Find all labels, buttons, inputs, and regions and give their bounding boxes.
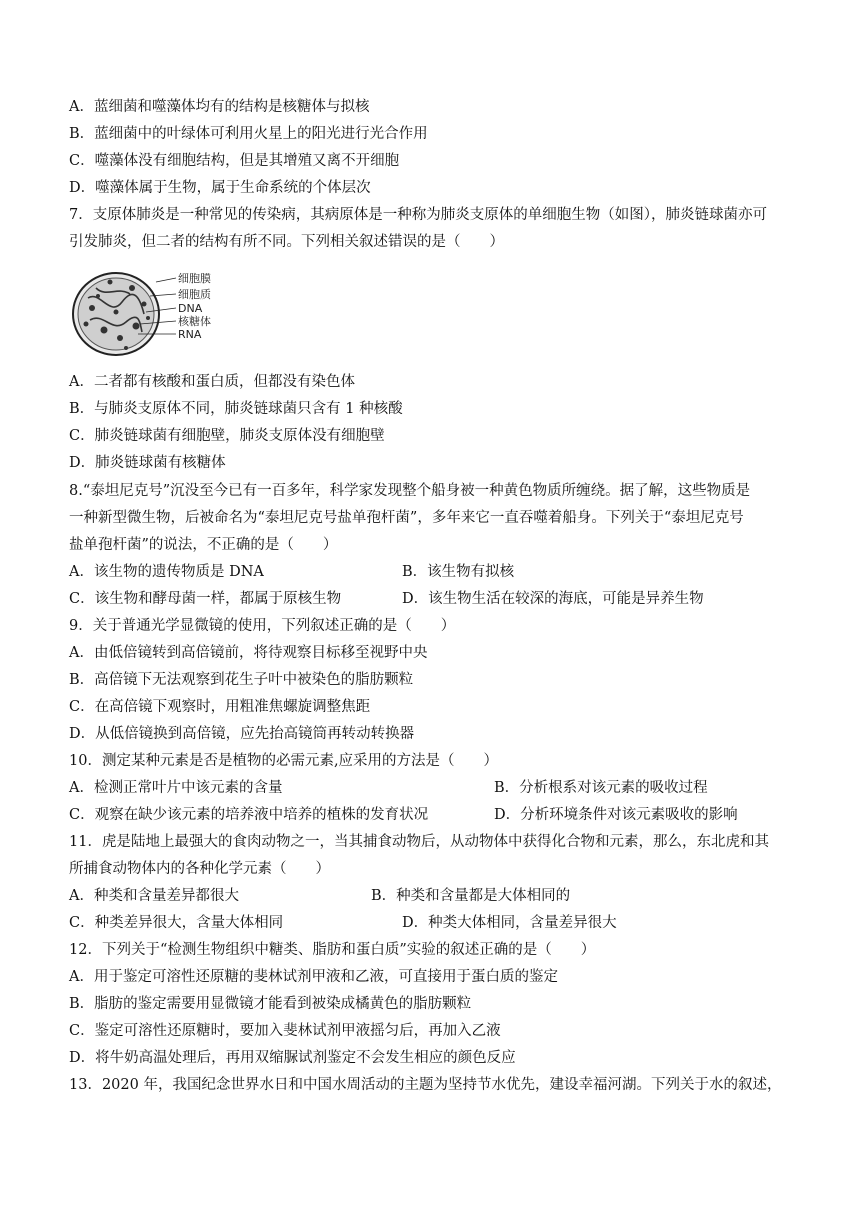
q11-stem-line1: 11．虎是陆地上最强大的食肉动物之一，当其捕食动物后，从动物体中获得化合物和元素，那么，东北虎和其 [69,834,769,850]
q12-option-c: C．鉴定可溶性还原糖时，要加入斐林试剂甲液摇匀后，再加入乙液 [69,1023,501,1039]
q6-option-c: C．噬藻体没有细胞结构，但是其增殖又离不开细胞 [69,153,400,169]
q7-stem-line1: 7．支原体肺炎是一种常见的传染病，其病原体是一种称为肺炎支原体的单细胞生物（如图），肺炎链球菌亦可 [69,207,767,223]
q12-option-a: A．用于鉴定可溶性还原糖的斐林试剂甲液和乙液，可直接用于蛋白质的鉴定 [69,969,558,985]
q8-option-c: C．该生物和酵母菌一样，都属于原核生物 [69,591,342,607]
q7-option-d: D．肺炎链球菌有核糖体 [69,455,226,471]
q12-stem: 12．下列关于“检测生物组织中糖类、脂肪和蛋白质”实验的叙述正确的是（ ） [69,942,596,958]
q13-stem-line1: 13．2020 年，我国纪念世界水日和中国水周活动的主题为坚持节水优先，建设幸福河湖。下列关于水的叙述， [69,1077,782,1093]
q8-option-b: B．该生物有拟核 [402,564,515,580]
q10-option-a: A．检测正常叶片中该元素的含量 [69,780,283,796]
q12-option-d: D．将牛奶高温处理后，再用双缩脲试剂鉴定不会发生相应的颜色反应 [69,1050,516,1066]
label-dna: DNA [178,302,203,315]
q8-option-a: A．该生物的遗传物质是 DNA [69,564,264,580]
q10-option-d: D．分析环境条件对该元素吸收的影响 [494,807,738,823]
q10-stem: 10．测定某种元素是否是植物的必需元素,应采用的方法是（ ） [69,753,499,769]
label-rna: RNA [178,328,202,341]
q11-option-a: A．种类和含量差异都很大 [69,888,239,904]
q9-option-c: C．在高倍镜下观察时，用粗准焦螺旋调整焦距 [69,699,371,715]
q11-option-c: C．种类差异很大，含量大体相同 [69,915,284,931]
q7-option-a: A．二者都有核酸和蛋白质，但都没有染色体 [69,374,355,390]
label-ribosome: 核糖体 [178,315,211,328]
q9-option-a: A．由低倍镜转到高倍镜前，将待观察目标移至视野中央 [69,645,428,661]
q6-option-b: B．蓝细菌中的叶绿体可利用火星上的阳光进行光合作用 [69,126,428,142]
q8-stem-line2: 一种新型微生物，后被命名为“泰坦尼克号盐单孢杆菌”，多年来它一直吞噬着船身。下列关于“泰坦尼克号 [69,510,744,526]
q7-option-c: C．肺炎链球菌有细胞壁，肺炎支原体没有细胞壁 [69,428,385,444]
q11-stem-line2: 所捕食动物体内的各种化学元素（ ） [69,861,330,877]
q10-option-c: C．观察在缺少该元素的培养液中培养的植株的发育状况 [69,807,429,823]
q8-stem-line3: 盐单孢杆菌”的说法，不正确的是（ ） [69,537,338,553]
q11-option-b: B．种类和含量都是大体相同的 [371,888,571,904]
q9-stem: 9．关于普通光学显微镜的使用，下列叙述正确的是（ ） [69,618,456,634]
q9-option-d: D．从低倍镜换到高倍镜，应先抬高镜筒再转动转换器 [69,726,415,742]
q10-option-b: B．分析根系对该元素的吸收过程 [494,780,708,796]
label-cytoplasm: 细胞质 [178,288,211,301]
label-cell-membrane: 细胞膜 [178,272,211,285]
q11-option-d: D．种类大体相同，含量差异很大 [402,915,617,931]
q7-option-b: B．与肺炎支原体不同，肺炎链球菌只含有 1 种核酸 [69,401,403,417]
q7-stem-line2: 引发肺炎，但二者的结构有所不同。下列相关叙述错误的是（ ） [69,234,504,250]
q6-option-a: A．蓝细菌和噬藻体均有的结构是核糖体与拟核 [69,99,370,115]
q12-option-b: B．脂肪的鉴定需要用显微镜才能看到被染成橘黄色的脂肪颗粒 [69,996,472,1012]
q8-stem-line1: 8.“泰坦尼克号”沉没至今已有一百多年，科学家发现整个船身被一种黄色物质所缠绕。据了解，这些物质是 [69,483,751,499]
mycoplasma-diagram [70,268,240,360]
q6-option-d: D．噬藻体属于生物，属于生命系统的个体层次 [69,180,371,196]
q8-option-d: D．该生物生活在较深的海底，可能是异养生物 [402,591,704,607]
q9-option-b: B．高倍镜下无法观察到花生子叶中被染色的脂肪颗粒 [69,672,414,688]
